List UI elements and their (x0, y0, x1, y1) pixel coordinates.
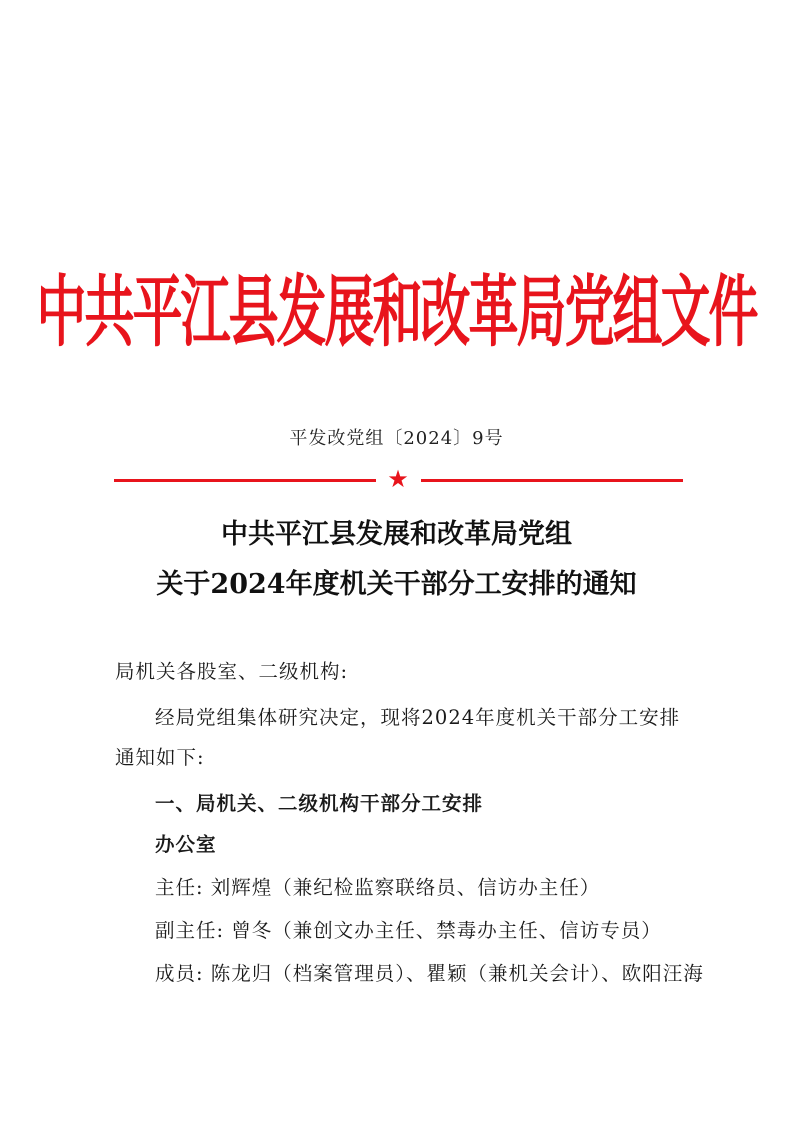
document-masthead: 中共平江县发展和改革局党组文件 (36, 267, 757, 357)
intro-paragraph-line1: 经局党组集体研究决定，现将2024年度机关干部分工安排 (155, 706, 681, 729)
document-number: 平发改党组〔2024〕9号 (289, 428, 504, 449)
director-line: 主任: 刘辉煌（兼纪检监察联络员、信访办主任） (155, 876, 601, 899)
notice-title-line1: 中共平江县发展和改革局党组 (221, 519, 572, 550)
masthead-divider-left (114, 479, 376, 482)
salutation: 局机关各股室、二级机构: (115, 660, 349, 683)
section-heading: 一、局机关、二级机构干部分工安排 (155, 792, 484, 815)
deputy-director-line: 副主任: 曾冬（兼创文办主任、禁毒办主任、信访专员） (155, 919, 662, 942)
members-line: 成员: 陈龙归（档案管理员）、瞿颖（兼机关会计）、欧阳汪海 (155, 962, 704, 985)
notice-title-line2: 关于2024年度机关干部分工安排的通知 (156, 569, 637, 600)
intro-paragraph-line2: 通知如下: (115, 746, 205, 769)
office-heading: 办公室 (155, 833, 217, 856)
star-icon: ★ (387, 465, 409, 493)
masthead-divider-right (421, 479, 683, 482)
